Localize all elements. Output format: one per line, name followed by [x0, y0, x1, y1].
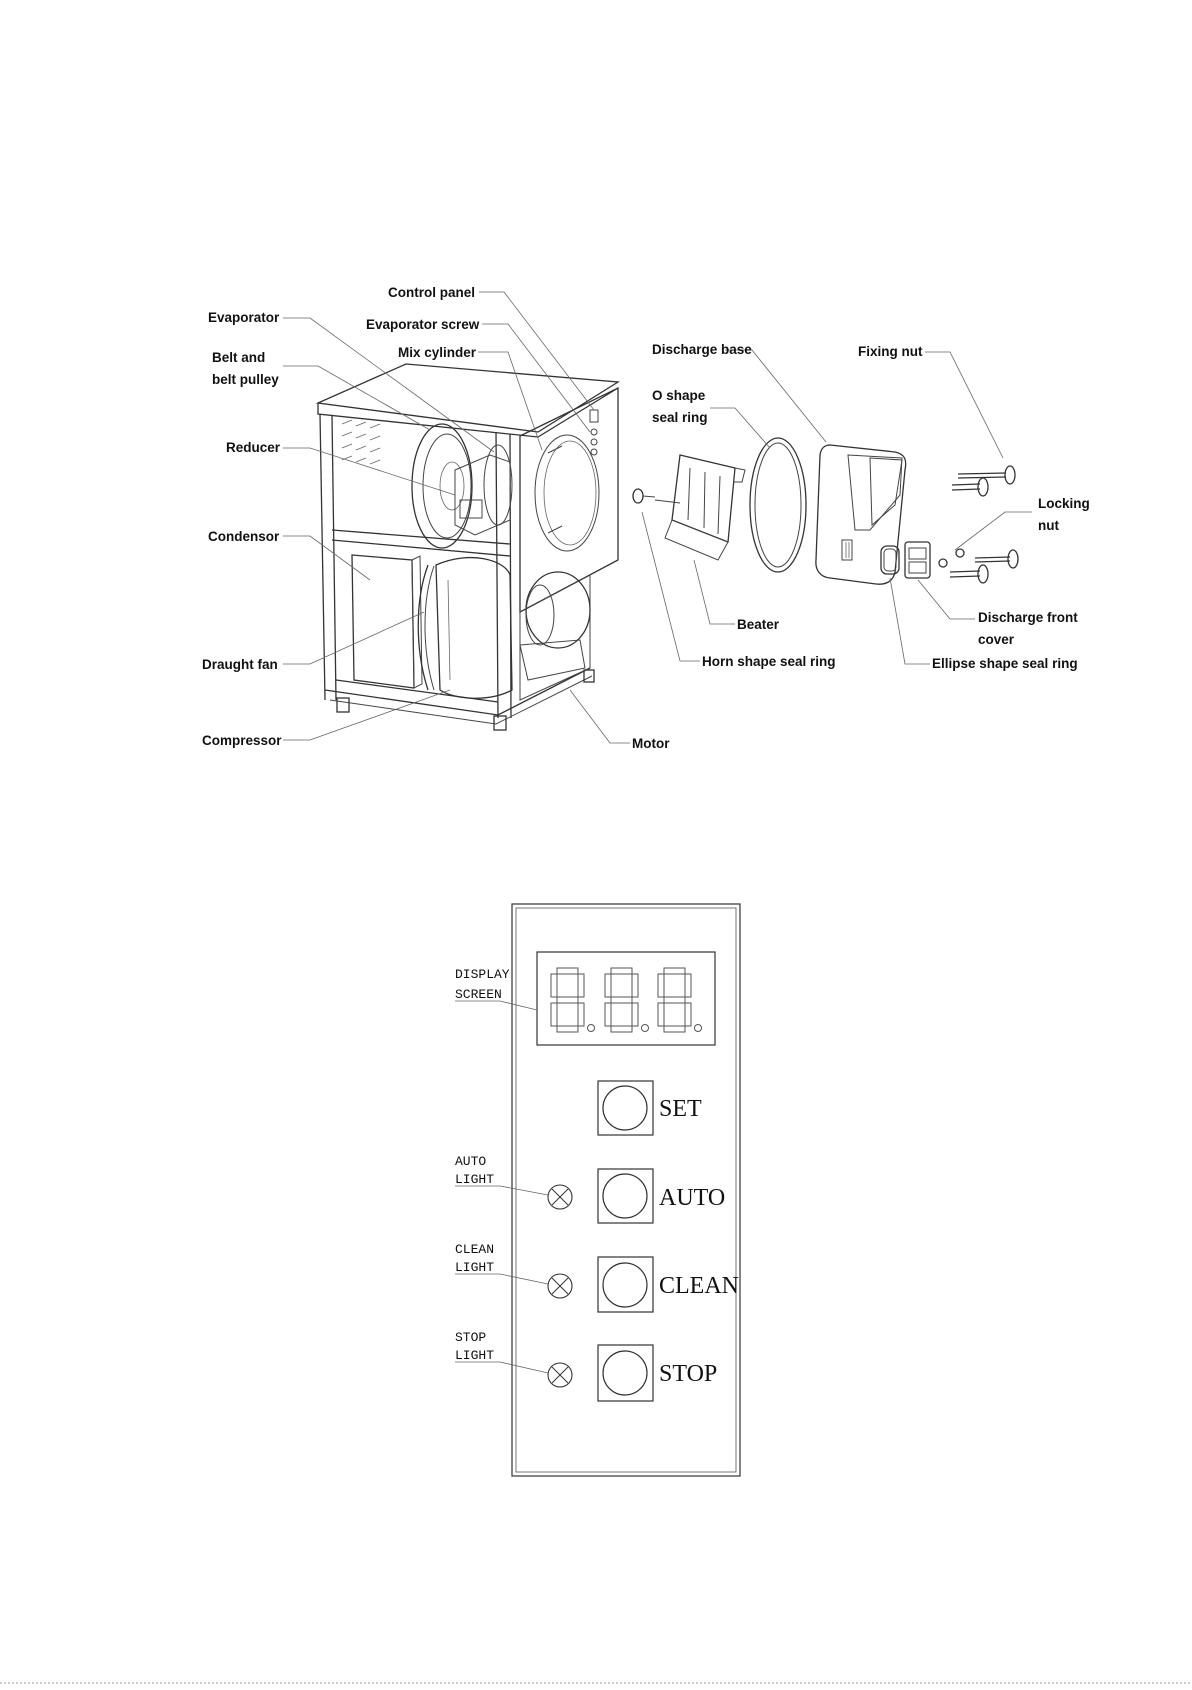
display-segment [664, 968, 685, 974]
display-segment [557, 1026, 578, 1032]
display-segment [685, 974, 691, 997]
display-segment [605, 974, 611, 997]
clean-light-label-line1: CLEAN [455, 1242, 495, 1257]
display-segment [611, 1026, 632, 1032]
display-segment [611, 997, 632, 1003]
auto-button-label: AUTO [659, 1185, 726, 1211]
auto-button[interactable] [598, 1169, 725, 1223]
set-button-label: SET [659, 1096, 702, 1122]
label-fixing-nut: Fixing nut [858, 344, 923, 359]
label-nut: nut [1038, 518, 1059, 533]
auto-light-label-line2: LIGHT [455, 1172, 495, 1187]
display-segment [551, 1003, 557, 1026]
label-o-shape: O shape [652, 388, 706, 403]
discharge-assembly [633, 438, 1018, 584]
display-decimal-point [588, 1025, 595, 1032]
label-belt-pulley: belt pulley [212, 372, 279, 387]
label-belt-and: Belt and [212, 350, 266, 365]
label-ellipse-shape-seal-ring: Ellipse shape seal ring [932, 656, 1078, 671]
machine-exploded-view [202, 285, 1090, 751]
label-condensor: Condensor [208, 529, 280, 544]
label-reducer: Reducer [226, 440, 281, 455]
stop-light-icon [548, 1363, 572, 1387]
fixing-screw-4 [950, 565, 988, 583]
display-segment [658, 974, 664, 997]
display-decimal-point [642, 1025, 649, 1032]
label-cover: cover [978, 632, 1015, 647]
display-digit-1 [551, 968, 595, 1032]
display-segment [557, 997, 578, 1003]
auto-light-label-line1: AUTO [455, 1154, 487, 1169]
label-compressor: Compressor [202, 733, 282, 748]
display-segment [551, 974, 557, 997]
label-beater: Beater [737, 617, 780, 632]
display-segment [664, 997, 685, 1003]
clean-light-label-line2: LIGHT [455, 1260, 495, 1275]
label-horn-shape-seal-ring: Horn shape seal ring [702, 654, 836, 669]
display-segment [578, 1003, 584, 1026]
display-label-line2: SCREEN [455, 987, 502, 1002]
display-segment [658, 1003, 664, 1026]
label-control-panel: Control panel [388, 285, 475, 300]
stop-button[interactable] [598, 1345, 717, 1401]
clean-light-icon [548, 1274, 572, 1298]
label-motor: Motor [632, 736, 670, 751]
display-segment [685, 1003, 691, 1026]
clean-button[interactable] [598, 1257, 739, 1312]
label-discharge-base: Discharge base [652, 342, 752, 357]
leader-lines [283, 292, 1032, 743]
display-segment [632, 1003, 638, 1026]
label-seal-ring: seal ring [652, 410, 708, 425]
display-screen [537, 952, 715, 1045]
stop-light-label-line1: STOP [455, 1330, 487, 1345]
label-locking: Locking [1038, 496, 1090, 511]
display-digit-2 [605, 968, 649, 1032]
label-draught-fan: Draught fan [202, 657, 278, 672]
clean-button-label: CLEAN [659, 1273, 739, 1299]
machine-body [318, 364, 618, 730]
display-segment [611, 968, 632, 974]
label-evaporator-screw: Evaporator screw [366, 317, 480, 332]
display-label-line1: DISPLAY [455, 967, 510, 982]
auto-light-icon [548, 1185, 572, 1209]
display-segment [632, 974, 638, 997]
label-mix-cylinder: Mix cylinder [398, 345, 477, 360]
set-button[interactable] [598, 1081, 702, 1135]
stop-light-label-line2: LIGHT [455, 1348, 495, 1363]
display-digit-3 [658, 968, 702, 1032]
display-segment [578, 974, 584, 997]
display-segment [557, 968, 578, 974]
display-segment [664, 1026, 685, 1032]
display-segment [605, 1003, 611, 1026]
fixing-screw-2 [952, 478, 988, 496]
label-discharge-front: Discharge front [978, 610, 1078, 625]
label-evaporator: Evaporator [208, 310, 280, 325]
stop-button-label: STOP [659, 1361, 718, 1387]
control-panel-diagram [455, 904, 740, 1476]
display-decimal-point [695, 1025, 702, 1032]
